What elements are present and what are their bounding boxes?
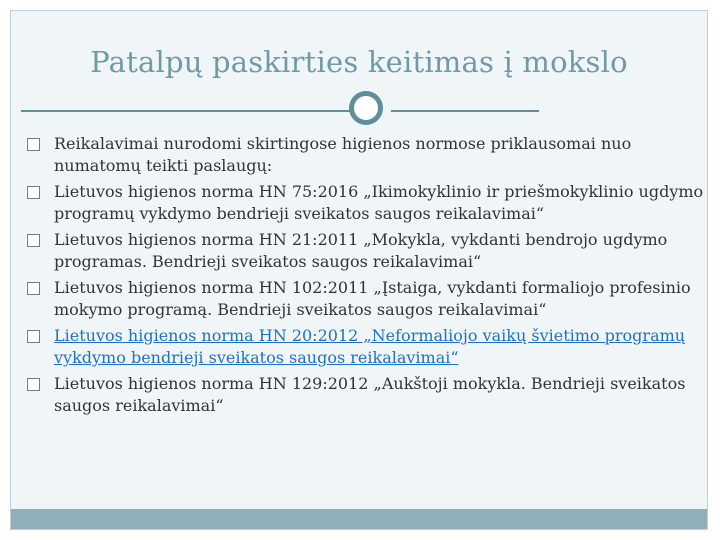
circle-ornament-icon [349,91,383,125]
slide [10,10,708,530]
slide-title: Patalpų paskirties keitimas į mokslo [90,45,628,79]
list-item-text: Reikalavimai nurodomi skirtingose higienos normose priklausomai nuo numatomų teikti paslaugų: [54,134,632,175]
list-item [27,229,707,273]
list-item-text: Lietuvos higienos norma HN 21:2011 „Mokykla, vykdanti bendrojo ugdymo programas. Bendrieji sveikatos saugos reikalavimai“ [54,230,668,271]
square-bullet-icon [27,138,40,151]
title-divider-right [391,110,539,112]
list-item [27,181,707,225]
list-item [27,325,707,369]
list-item [27,133,707,177]
square-bullet-icon [27,282,40,295]
list-item-text: Lietuvos higienos norma HN 75:2016 „Ikimokyklinio ir priešmokyklinio ugdymo programų vykdymo bendrieji sveikatos saugos reikalavimai“ [54,182,704,223]
list-item-text: Lietuvos higienos norma HN 129:2012 „Aukštoji mokykla. Bendrieji sveikatos saugos reikalavimai“ [54,374,686,415]
list-item [27,373,707,417]
square-bullet-icon [27,330,40,343]
list-item-text: Lietuvos higienos norma HN 102:2011 „Įstaiga, vykdanti formaliojo profesinio mokymo programą. Bendrieji sveikatos saugos reikalavimai“ [54,278,691,319]
hn-20-2012-link[interactable]: Lietuvos higienos norma HN 20:2012 „Neformaliojo vaikų švietimo programų vykdymo bendrieji sveikatos saugos reikalavimai“ [54,326,686,367]
title-divider-left [21,110,351,112]
square-bullet-icon [27,186,40,199]
list-item [27,277,707,321]
square-bullet-icon [27,378,40,391]
footer-bar [11,509,707,529]
bullet-list [27,133,707,421]
square-bullet-icon [27,234,40,247]
